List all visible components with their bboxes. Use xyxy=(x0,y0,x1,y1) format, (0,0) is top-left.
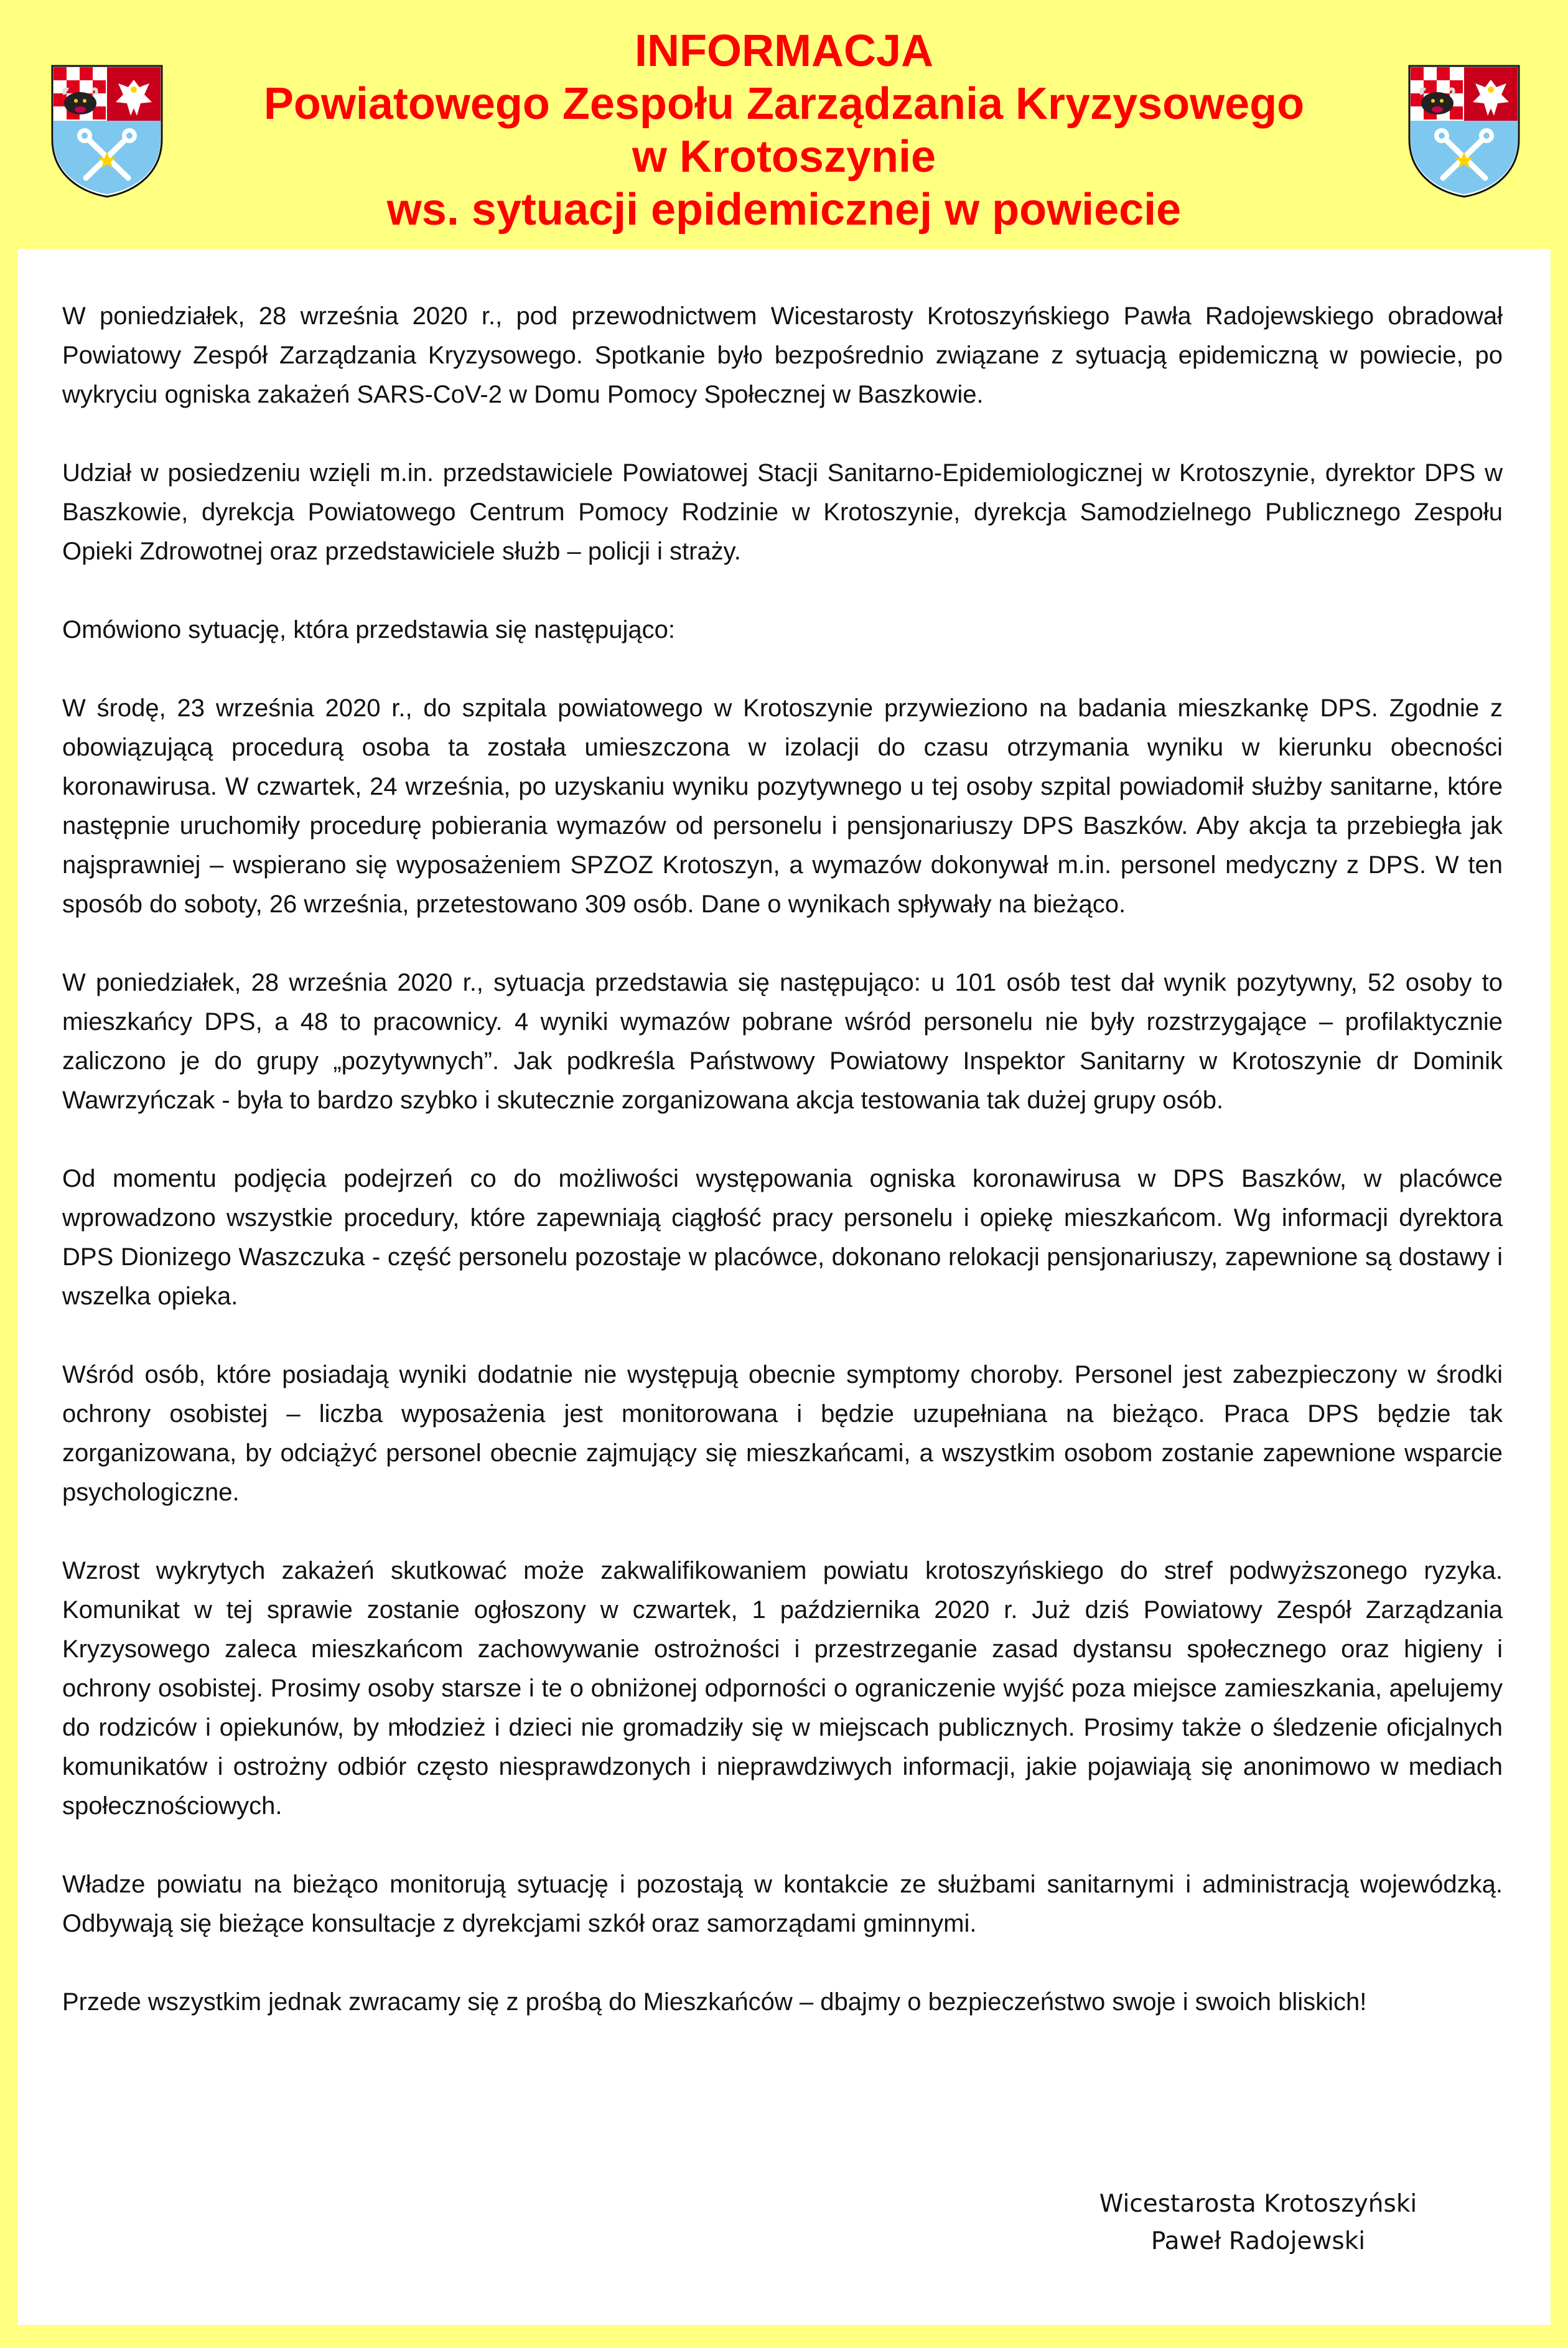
paragraph: Udział w posiedzeniu wzięli m.in. przedstawiciele Powiatowej Stacji Sanitarno-Epidemiologicznej w Krotoszynie, dyrektor DPS w Baszkowie, dyrekcja Powiatowego Centrum Pomocy Rodzinie w Krotoszynie, dyrekcja Samodzielnego Publicznego Zespołu Opieki Zdrowotnej oraz przedstawiciele służb – policji i straży. xyxy=(62,459,1503,565)
paragraph: W środę, 23 września 2020 r., do szpitala powiatowego w Krotoszynie przywieziono na badania mieszkankę DPS. Zgodnie z obowiązującą procedurą osoba ta została umieszczona w izolacji do czasu otrzymania wyniku w kierunku obecności koronawirusa. W czwartek, 24 września, po uzyskaniu wyniku pozytywnego u tej osoby szpital powiadomił służby sanitarne, które następnie uruchomiły procedurę pobierania wymazów od personelu i pensjonariuszy DPS Baszków. Aby akcja ta przebiegła jak najsprawniej – wspierano się wyposażeniem SPZOZ Krotoszyn, a wymazów dokonywał m.in. personel medyczny z DPS. W ten sposób do soboty, 26 września, przetestowano 309 osób. Dane o wynikach spływały na bieżąco. xyxy=(62,695,1503,918)
header xyxy=(0,0,1568,243)
signature-role: Wicestarosta Krotoszyński xyxy=(1099,2190,1417,2218)
paragraph: Wśród osób, które posiadają wyniki dodatnie nie występują obecnie symptomy choroby. Personel jest zabezpieczony w środki ochrony osobistej – liczba wyposażenia jest monitorowana i będzie uzupełniana na bieżąco. Praca DPS będzie tak zorganizowana, by odciążyć personel obecnie zajmujący się mieszkańcami, a wszystkim osobom zostanie zapewnione wsparcie psychologiczne. xyxy=(62,1361,1503,1506)
signature-block xyxy=(1040,2186,1476,2260)
document-title: INFORMACJA xyxy=(635,26,933,76)
document-title-line-2: Powiatowego Zespołu Zarządzania Kryzysowego xyxy=(263,79,1305,129)
paragraph: Omówiono sytuację, która przedstawia się następująco: xyxy=(62,616,675,643)
document-title-line-4: ws. sytuacji epidemicznej w powiecie xyxy=(386,185,1182,235)
document-title-line-3: w Krotoszynie xyxy=(632,132,936,182)
signature-name: Paweł Radojewski xyxy=(1150,2227,1366,2255)
paragraph: W poniedziałek, 28 września 2020 r., pod przewodnictwem Wicestarosty Krotoszyńskiego Pawła Radojewskiego obradował Powiatowy Zespół Zarządzania Kryzysowego. Spotkanie było bezpośrednio związane z sytuacją epidemiczną w powiecie, po wykryciu ogniska zakażeń SARS-CoV-2 w Domu Pomocy Społecznej w Baszkowie. xyxy=(62,302,1503,408)
paragraph: Przede wszystkim jednak zwracamy się z prośbą do Mieszkańców – dbajmy o bezpieczeństwo swoje i swoich bliskich! xyxy=(62,1988,1367,2016)
paragraph: Władze powiatu na bieżąco monitorują sytuację i pozostają w kontakcie ze służbami sanitarnymi i administracją wojewódzką. Odbywają się bieżące konsultacje z dyrekcjami szkół oraz samorządami gminnymi. xyxy=(62,1871,1503,1937)
document-body-panel xyxy=(17,249,1551,2325)
document-body xyxy=(62,297,1503,2061)
paragraph: W poniedziałek, 28 września 2020 r., sytuacja przedstawia się następująco: u 101 osób test dał wynik pozytywny, 52 osoby to mieszkańcy DPS, a 48 to pracownicy. 4 wyniki wymazów pobrane wśród personelu nie były rozstrzygające – profilaktycznie zaliczono je do grupy „pozytywnych”. Jak podkreśla Państwowy Powiatowy Inspektor Sanitarny w Krotoszynie dr Dominik Wawrzyńczak - była to bardzo szybko i skutecznie zorganizowana akcja testowania tak dużej grupy osób. xyxy=(62,969,1503,1114)
coat-of-arms-icon xyxy=(1408,65,1520,199)
paragraph: Od momentu podjęcia podejrzeń co do możliwości występowania ogniska koronawirusa w DPS Baszków, w placówce wprowadzono wszystkie procedury, które zapewniają ciągłość pracy personelu i opiekę mieszkańcom. Wg informacji dyrektora DPS Dionizego Waszczuka - część personelu pozostaje w placówce, dokonano relokacji pensjonariuszy, zapewnione są dostawy i wszelka opieka. xyxy=(62,1165,1503,1310)
paragraph: Wzrost wykrytych zakażeń skutkować może zakwalifikowaniem powiatu krotoszyńskiego do stref podwyższonego ryzyka. Komunikat w tej sprawie zostanie ogłoszony w czwartek, 1 października 2020 r. Już dziś Powiatowy Zespół Zarządzania Kryzysowego zaleca mieszkańcom zachowywanie ostrożności i przestrzeganie zasad dystansu społecznego oraz higieny i ochrony osobistej. Prosimy osoby starsze i te o obniżonej odporności o ograniczenie wyjść poza miejsce zamieszkania, apelujemy do rodziców i opiekunów, by młodzież i dzieci nie gromadziły się w miejscach publicznych. Prosimy także o śledzenie oficjalnych komunikatów i ostrożny odbiór często niesprawdzonych i nieprawdziwych informacji, jakie pojawiają się anonimowo w mediach społecznościowych. xyxy=(62,1557,1503,1820)
